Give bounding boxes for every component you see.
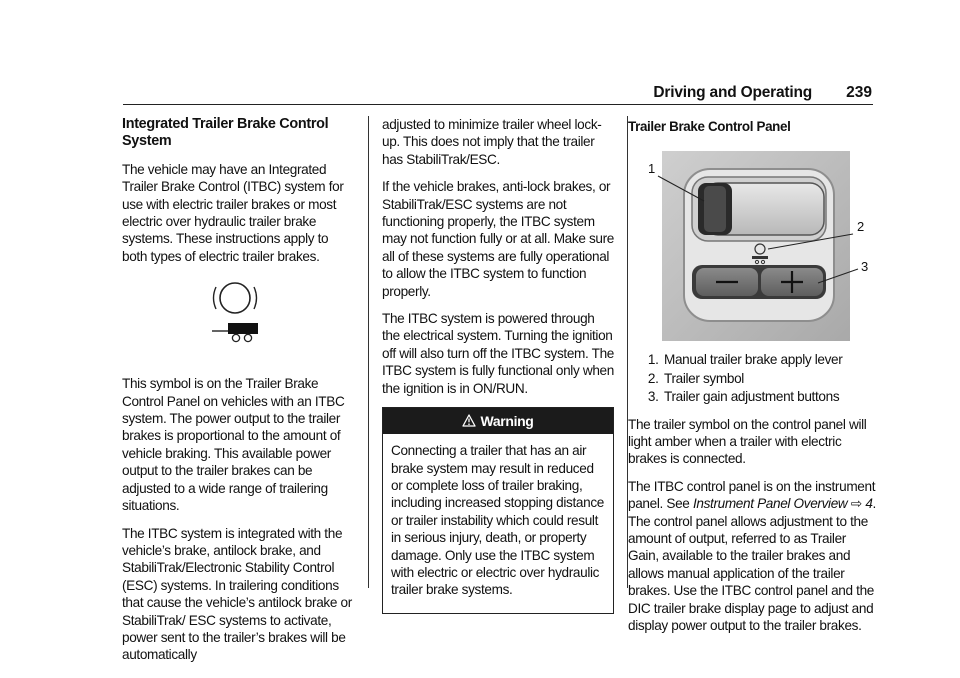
warning-text: Connecting a trailer that has an air brake system may result in reduced or complete loss of trailer braking, including increased stopping distance or trailer instability which could result in serious injury, death, or property damage. Only use the ITBC system with electric or electric over hydraulic trailer brake systems. xyxy=(391,443,605,598)
warning-header xyxy=(383,408,613,434)
warning-box xyxy=(382,407,614,614)
page-number: 239 xyxy=(846,84,872,101)
column-left xyxy=(122,116,354,674)
paragraph-text: The ITBC control panel is on the instrument panel. See xyxy=(628,478,876,512)
column-middle xyxy=(382,116,614,614)
callout-1: 1 xyxy=(648,161,655,177)
trailer-brake-symbol-figure xyxy=(122,275,354,375)
paragraph: adjusted to minimize trailer wheel lock-up. This does not imply that the trailer has StabiliTrak/ESC. xyxy=(382,117,602,167)
paragraph: The ITBC control panel is on the instrument panel. See Instrument Panel Overview ⇨ 4. The control panel allows adjustment to the amount of output, referred to as Trailer Gain, available to the trailer brakes and allows manual application of the trailer brakes. Use the ITBC control panel and the DIC trailer brake display page to adjust and display power output to the trailer brakes. xyxy=(628,478,876,634)
figure-title: Trailer Brake Control Panel xyxy=(628,119,791,134)
list-item: 2. Trailer symbol xyxy=(662,370,880,387)
section-title: Driving and Operating xyxy=(653,84,812,101)
warning-icon xyxy=(462,414,476,427)
section-heading: Integrated Trailer Brake Control System xyxy=(122,116,329,150)
header-rule xyxy=(123,104,873,105)
paragraph: The vehicle may have an Integrated Trailer Brake Control (ITBC) system for use with electric trailer brakes or most electric over hydraulic trailer brake systems. These instructions apply to both types of electric trailer brakes. xyxy=(122,161,344,264)
callout-2: 2 xyxy=(857,219,864,235)
paragraph: This symbol is on the Trailer Brake Control Panel on vehicles with an ITBC system. The power output to the trailer brakes is proportional to the amount of vehicle braking. This available power output to the trailer brakes can be adjusted to a wide range of trailering situations. xyxy=(122,376,345,514)
parts-list xyxy=(628,351,880,405)
cross-reference-link[interactable]: Instrument Panel Overview xyxy=(692,496,848,512)
warning-title: Warning xyxy=(480,413,534,430)
paragraph: The ITBC system is powered through the electrical system. Turning the ignition off will also turn off the ITBC system. The ITBC system is fully functional only when the ignition is in ON/RUN. xyxy=(382,311,615,396)
control-panel-figure xyxy=(628,143,880,343)
paragraph: If the vehicle brakes, anti-lock brakes, or StabiliTrak/ESC systems are not functioning properly, the ITBC system may not function fully or at all. Make sure all of these systems are fully operational to allow the ITBC system to function properly. xyxy=(382,179,615,299)
page-ref-icon: ⇨ xyxy=(850,496,862,512)
list-item: 1. Manual trailer brake apply lever xyxy=(662,351,880,368)
trailer-brake-icon xyxy=(122,275,354,375)
paragraph-text: The control panel allows adjustment to the amount of output, referred to as Trailer Gain, available to the trailer brakes and allows manual application of the trailer brakes. Use the ITBC control panel and the DIC trailer brake display page to adjust and display power output to the trailer brakes. xyxy=(628,513,874,634)
column-divider xyxy=(368,116,369,588)
paragraph: The ITBC system is integrated with the vehicle’s brake, antilock brake, and StabiliTrak/Electronic Stability Control (ESC) systems. In trailering conditions that cause the vehicle’s antilock brake or StabiliTrak/ ESC systems to activate, power sent to the trailer’s brakes will be automatically xyxy=(122,525,352,663)
column-right xyxy=(628,116,880,645)
page-header xyxy=(0,84,960,114)
trailer-brake-control-panel-image xyxy=(628,143,880,343)
page-reference[interactable]: 4 xyxy=(865,496,873,512)
callout-3: 3 xyxy=(861,259,868,275)
list-item: 3. Trailer gain adjustment buttons xyxy=(662,388,880,405)
paragraph: The trailer symbol on the control panel will light amber when a trailer with electric brakes is connected. xyxy=(628,416,867,467)
